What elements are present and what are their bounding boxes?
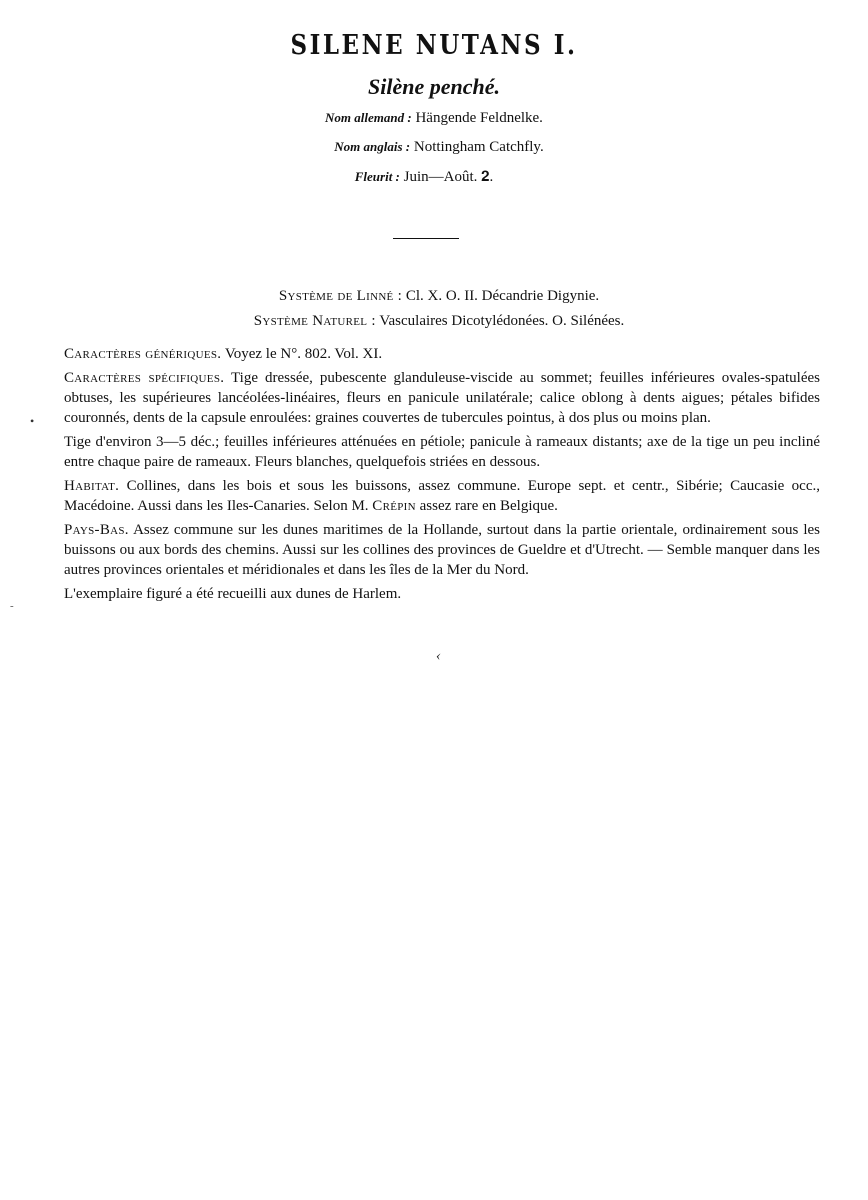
stem-text: Tige d'environ 3—5 déc.; feuilles inférieures atténuées en pétiole; panicule à rameaux distants; axe de la tige un peu incliné entre chaque paire de rameaux. Fleurs blanches, quelquefois striées en dessous. [64,434,820,470]
english-name-label: Nom anglais : [334,139,411,154]
page-subtitle: Silène penché. [368,74,500,99]
german-name-line [0,110,868,127]
german-name-label: Nom allemand : [325,110,412,125]
flowering-label: Fleurit : [354,169,400,184]
margin-dash-mark: - [10,600,14,612]
specific-characters-label: Caractères spécifiques. [64,370,225,386]
english-name-line [0,139,868,156]
flowering-value: Juin—Août. 𝟐. [403,169,494,185]
generic-characters-paragraph [64,344,820,364]
margin-dot-mark: • [30,414,35,428]
linnaean-system-line [0,288,868,305]
page-title: SILENE NUTANS I. [290,30,578,61]
german-name-value: Hängende Feldnelke. [415,110,543,126]
flowering-line [0,168,868,186]
section-divider [393,238,459,239]
natural-system-line [0,313,868,330]
habitat-text-end: assez rare en Belgique. [419,498,558,514]
natural-system-label: Système Naturel : [253,313,376,329]
stem-paragraph [64,432,820,472]
specific-characters-text: Tige dressée, pubescente glanduleuse-viscide au sommet; feuilles inférieures ovales-spatulées obtuses, les supérieures lancéolées-linéaires, fleurs en panicule unilatérale; calice oblong à dents aigues; pétales bifides couronnés, dents de la capsule enroulées: graines couvertes de tubercules pointus, à dos plus ou moins plan. [64,370,821,426]
specific-characters-paragraph [64,368,820,428]
printer-tick-mark: ‹ [436,648,441,664]
netherlands-text: Assez commune sur les dunes maritimes de la Hollande, surtout dans la partie orientale, ordinairement sous les buissons ou aux bords des chemins. Aussi sur les collines des provinces de Gueldre et d'Utrecht. — Semble manquer dans les autres provinces orientales et méridionales et dans les îles de la Mer du Nord. [64,522,820,578]
specimen-text: L'exemplaire figuré a été recueilli aux dunes de Harlem. [64,586,402,602]
habitat-author: Crépin [372,498,416,514]
netherlands-paragraph [64,520,820,580]
specimen-paragraph [64,584,820,604]
generic-characters-text: Voyez le N°. 802. Vol. XI. [224,346,383,362]
english-name-value: Nottingham Catchfly. [413,139,544,155]
habitat-text: Collines, dans les bois et sous les buissons, assez commune. Europe sept. et centr., Sibérie; Caucasie occ., Macédoine. Aussi dans les Iles-Canaries. Selon M. [64,478,820,514]
habitat-label: Habitat. [64,478,120,494]
generic-characters-label: Caractères génériques. [64,346,222,362]
description-body [64,344,820,608]
linnaean-system-label: Système de Linné : [278,288,403,304]
netherlands-label: Pays-Bas. [64,522,129,538]
linnaean-system-value: Cl. X. O. II. Décandrie Digynie. [405,288,600,304]
natural-system-value: Vasculaires Dicotylédonées. O. Silénées. [379,313,625,329]
habitat-paragraph [64,476,820,516]
